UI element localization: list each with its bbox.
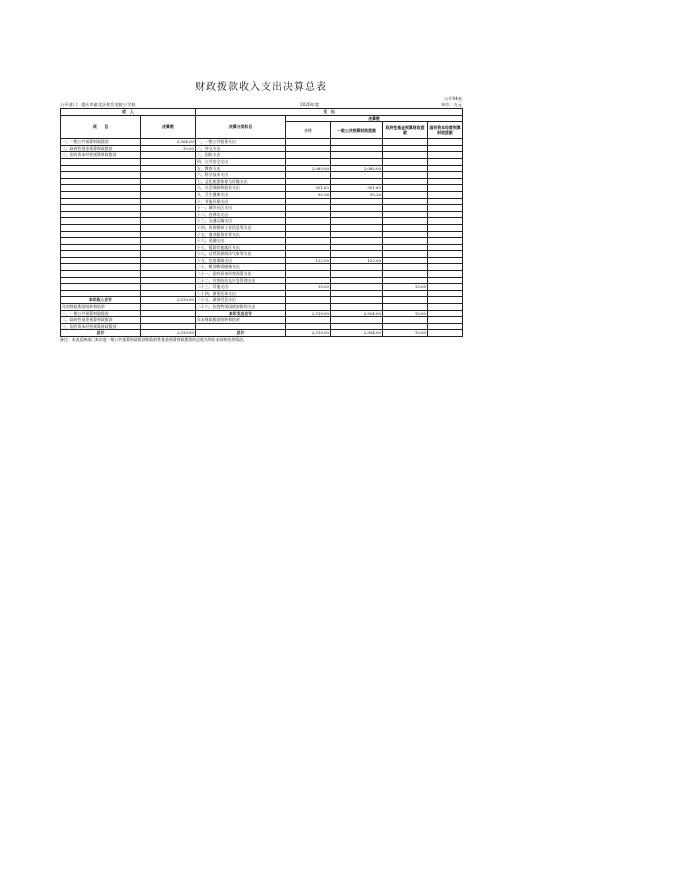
general-budget-cell — [331, 277, 383, 284]
year-label: 2020年度 — [300, 102, 320, 107]
income-item-cell — [61, 224, 141, 231]
subtotal-cell — [286, 304, 331, 311]
table-row — [61, 257, 463, 264]
state-capital-cell — [428, 205, 463, 212]
gov-fund-cell — [383, 257, 428, 264]
table-row — [61, 198, 463, 205]
expense-item-cell: 二十四、债务还本支出 — [196, 290, 286, 297]
income-amount-cell — [141, 304, 196, 311]
income-amount-cell — [141, 178, 196, 185]
income-amount-cell: 2,519.00 — [141, 297, 196, 304]
general-budget-cell — [331, 211, 383, 218]
allocations-header: 决算数 — [286, 115, 463, 122]
income-item-cell — [61, 251, 141, 258]
expense-item-cell: 十五、商业服务业等支出 — [196, 231, 286, 238]
state-capital-cell — [428, 277, 463, 284]
table-row — [61, 317, 463, 324]
subtotal-cell — [286, 317, 331, 324]
subtotal-cell — [286, 158, 331, 165]
subtotal-cell — [286, 152, 331, 159]
income-item-cell — [61, 277, 141, 284]
state-capital-cell — [428, 257, 463, 264]
header-row-1 — [61, 109, 463, 116]
expense-item-cell: 总计 — [196, 330, 286, 337]
subtotal-cell — [286, 139, 331, 146]
income-item-cell — [61, 165, 141, 172]
table-row — [61, 218, 463, 225]
form-code: 公开04表 — [444, 96, 462, 101]
income-item-cell: 三、国有资本经营预算财政拨款 — [61, 323, 141, 330]
general-budget-cell — [331, 264, 383, 271]
income-item-cell — [61, 231, 141, 238]
income-item-cell: 三、国有资本经营预算财政拨款 — [61, 152, 141, 159]
expense-item-cell: 十七、援助其他地区支出 — [196, 244, 286, 251]
gov-fund-cell — [383, 185, 428, 192]
table-row — [61, 158, 463, 165]
state-capital-cell — [428, 310, 463, 317]
subtotal-cell — [286, 238, 331, 245]
table-row — [61, 297, 463, 304]
income-amount-cell — [141, 185, 196, 192]
expense-item-cell: 二十六、抗疫特别国债安排的支出 — [196, 304, 286, 311]
expense-item-cell: 六、科学技术支出 — [196, 172, 286, 179]
expense-item-cell: 四、公共安全支出 — [196, 158, 286, 165]
gov-fund-header: 政府性基金预算财政拨款 — [383, 122, 428, 139]
gov-fund-cell — [383, 231, 428, 238]
gov-fund-cell — [383, 323, 428, 330]
general-budget-cell — [331, 251, 383, 258]
gov-fund-cell — [383, 271, 428, 278]
income-amount-cell — [141, 231, 196, 238]
gov-fund-cell: 15.00 — [383, 310, 428, 317]
subtotal-cell: 2,519.00 — [286, 310, 331, 317]
income-amount-cell — [141, 257, 196, 264]
table-row — [61, 238, 463, 245]
income-amount-cell — [141, 152, 196, 159]
general-budget-cell — [331, 205, 383, 212]
gov-fund-cell — [383, 198, 428, 205]
gov-fund-cell — [383, 165, 428, 172]
gov-fund-cell — [383, 277, 428, 284]
department-label: 公开部门：重庆市渝北区梓会龙陵小学校 — [60, 102, 136, 107]
general-budget-cell — [331, 231, 383, 238]
item-header: 项 目 — [61, 115, 141, 139]
gov-fund-cell — [383, 218, 428, 225]
general-budget-cell — [331, 139, 383, 146]
income-amount-cell — [141, 172, 196, 179]
general-budget-cell: 95.26 — [331, 191, 383, 198]
income-amount-cell — [141, 244, 196, 251]
meta-row — [60, 102, 462, 108]
state-capital-cell — [428, 218, 463, 225]
general-budget-cell: 122.00 — [331, 257, 383, 264]
table-row — [61, 290, 463, 297]
general-budget-cell: 301.63 — [331, 185, 383, 192]
income-item-cell — [61, 205, 141, 212]
income-amount-cell — [141, 205, 196, 212]
general-budget-cell — [331, 244, 383, 251]
state-capital-cell — [428, 178, 463, 185]
subtotal-cell: 122.00 — [286, 257, 331, 264]
income-amount-cell — [141, 224, 196, 231]
table-row — [61, 185, 463, 192]
subtotal-cell — [286, 145, 331, 152]
general-budget-cell — [331, 238, 383, 245]
income-item-cell — [61, 284, 141, 291]
table-row — [61, 224, 463, 231]
income-amount-cell — [141, 284, 196, 291]
subtotal-cell — [286, 323, 331, 330]
table-row — [61, 244, 463, 251]
income-item-cell — [61, 257, 141, 264]
report-page — [60, 78, 462, 343]
income-item-cell: 二、政府性基金预算财政拨款 — [61, 317, 141, 324]
gov-fund-cell — [383, 224, 428, 231]
general-budget-cell — [331, 172, 383, 179]
gov-fund-cell — [383, 317, 428, 324]
expense-item-cell: 一、一般公共服务支出 — [196, 139, 286, 146]
income-item-cell: 二、政府性基金预算财政拨款 — [61, 145, 141, 152]
income-amount-cell: 2,504.00 — [141, 139, 196, 146]
income-amount-cell — [141, 158, 196, 165]
gov-fund-cell — [383, 152, 428, 159]
expense-item-cell — [196, 323, 286, 330]
func-class-header: 决算分类科目 — [196, 115, 286, 139]
subtotal-cell — [286, 172, 331, 179]
subtotal-cell — [286, 297, 331, 304]
income-item-cell — [61, 172, 141, 179]
table-row — [61, 330, 463, 337]
general-budget-cell — [331, 198, 383, 205]
expense-item-cell: 二、外交支出 — [196, 145, 286, 152]
expense-item-cell: 九、卫生健康支出 — [196, 191, 286, 198]
table-row — [61, 191, 463, 198]
expense-item-cell: 十六、金融支出 — [196, 238, 286, 245]
income-amount-cell — [141, 271, 196, 278]
general-budget-cell — [331, 323, 383, 330]
report-title: 财政拨款收入支出决算总表 — [195, 82, 327, 93]
income-item-cell — [61, 244, 141, 251]
state-capital-cell — [428, 264, 463, 271]
income-amount-cell — [141, 218, 196, 225]
income-item-cell: 年初财政拨款结转和结余 — [61, 304, 141, 311]
expense-header: 支 出 — [196, 109, 463, 116]
state-capital-cell — [428, 211, 463, 218]
header-row-2 — [61, 115, 463, 122]
table-row — [61, 323, 463, 330]
gov-fund-cell — [383, 178, 428, 185]
state-capital-cell — [428, 145, 463, 152]
income-item-cell — [61, 158, 141, 165]
general-budget-cell — [331, 145, 383, 152]
subtotal-cell — [286, 218, 331, 225]
state-capital-cell — [428, 317, 463, 324]
state-capital-cell — [428, 330, 463, 337]
income-amount-cell — [141, 238, 196, 245]
expense-item-cell: 二十一、国有资本经营预算支出 — [196, 271, 286, 278]
state-capital-cell — [428, 185, 463, 192]
income-item-cell: 一、一般公共预算财政拨款 — [61, 139, 141, 146]
income-amount-cell: 2,519.00 — [141, 330, 196, 337]
state-capital-cell — [428, 224, 463, 231]
table-row — [61, 231, 463, 238]
gov-fund-cell — [383, 304, 428, 311]
general-budget-header: 一般公共预算财政拨款 — [331, 122, 383, 139]
gov-fund-cell — [383, 244, 428, 251]
table-row — [61, 251, 463, 258]
state-capital-cell — [428, 172, 463, 179]
subtotal-cell — [286, 290, 331, 297]
state-capital-cell — [428, 139, 463, 146]
general-budget-cell: 2,504.00 — [331, 330, 383, 337]
income-item-cell: 一、一般公共预算财政拨款 — [61, 310, 141, 317]
income-item-cell — [61, 191, 141, 198]
general-budget-cell — [331, 290, 383, 297]
gov-fund-cell — [383, 297, 428, 304]
general-budget-cell — [331, 152, 383, 159]
expense-item-cell: 十一、城乡社区支出 — [196, 205, 286, 212]
state-capital-cell — [428, 231, 463, 238]
subtotal-cell — [286, 251, 331, 258]
general-budget-cell — [331, 304, 383, 311]
gov-fund-cell — [383, 139, 428, 146]
income-item-cell — [61, 238, 141, 245]
expense-item-cell: 二十五、债务付息支出 — [196, 297, 286, 304]
subtotal-cell — [286, 211, 331, 218]
table-row — [61, 165, 463, 172]
state-capital-header: 国有资本经营预算财政拨款 — [428, 122, 463, 139]
general-budget-cell — [331, 271, 383, 278]
income-item-cell: 本年收入合计 — [61, 297, 141, 304]
state-capital-cell — [428, 290, 463, 297]
subtotal-cell: 2,519.00 — [286, 330, 331, 337]
income-amount-cell: 15.00 — [141, 145, 196, 152]
state-capital-cell — [428, 304, 463, 311]
income-item-cell — [61, 290, 141, 297]
table-row — [61, 205, 463, 212]
income-item-cell — [61, 178, 141, 185]
expense-item-cell: 十四、资源勘探工业信息等支出 — [196, 224, 286, 231]
subtotal-cell: 95.26 — [286, 191, 331, 198]
subtotal-cell — [286, 264, 331, 271]
income-amount-cell — [141, 310, 196, 317]
footnote: 备注：本表反映部门本年度一般公共预算财政拨款和政府性基金预算财政拨款的总收支和年末结转结余情况。 — [60, 337, 247, 342]
expense-item-cell: 十九、住房保障支出 — [196, 257, 286, 264]
gov-fund-cell — [383, 145, 428, 152]
table-row — [61, 284, 463, 291]
gov-fund-cell — [383, 158, 428, 165]
table-row — [61, 277, 463, 284]
gov-fund-cell — [383, 264, 428, 271]
income-amount-cell — [141, 323, 196, 330]
general-budget-cell — [331, 284, 383, 291]
expense-item-cell: 三、国防支出 — [196, 152, 286, 159]
income-item-cell — [61, 211, 141, 218]
gov-fund-cell — [383, 238, 428, 245]
income-item-cell — [61, 198, 141, 205]
income-item-cell: 总计 — [61, 330, 141, 337]
expense-item-cell: 七、文化旅游体育与传媒支出 — [196, 178, 286, 185]
expense-item-cell: 二十二、灾害防治及应急管理支出 — [196, 277, 286, 284]
income-header: 收 入 — [61, 109, 196, 116]
income-amount-cell — [141, 317, 196, 324]
state-capital-cell — [428, 238, 463, 245]
general-budget-cell — [331, 218, 383, 225]
income-amount-cell — [141, 251, 196, 258]
general-budget-cell: 2,504.00 — [331, 310, 383, 317]
state-capital-cell — [428, 244, 463, 251]
table-body — [61, 139, 463, 337]
expense-item-cell: 十三、交通运输支出 — [196, 218, 286, 225]
income-amount-cell — [141, 290, 196, 297]
gov-fund-cell — [383, 205, 428, 212]
subtotal-cell — [286, 271, 331, 278]
state-capital-cell — [428, 297, 463, 304]
subtotal-cell — [286, 277, 331, 284]
subtotal-cell — [286, 178, 331, 185]
table-row — [61, 271, 463, 278]
state-capital-cell — [428, 251, 463, 258]
general-budget-cell — [331, 317, 383, 324]
table-row — [61, 178, 463, 185]
subtotal-cell — [286, 231, 331, 238]
gov-fund-cell — [383, 290, 428, 297]
state-capital-cell — [428, 158, 463, 165]
table-row — [61, 211, 463, 218]
expense-item-cell: 五、教育支出 — [196, 165, 286, 172]
expense-item-cell: 二十、粮油物资储备支出 — [196, 264, 286, 271]
state-capital-cell — [428, 284, 463, 291]
income-item-cell — [61, 185, 141, 192]
expense-item-cell: 年末财政拨款结转和结余 — [196, 317, 286, 324]
income-amount-cell — [141, 264, 196, 271]
gov-fund-cell — [383, 251, 428, 258]
gov-fund-cell — [383, 211, 428, 218]
subtotal-cell: 15.00 — [286, 284, 331, 291]
table-row — [61, 310, 463, 317]
finance-table — [60, 108, 463, 337]
general-budget-cell — [331, 224, 383, 231]
expense-item-cell: 十、节能环保支出 — [196, 198, 286, 205]
final-amount-header: 决算数 — [141, 115, 196, 139]
table-row — [61, 145, 463, 152]
state-capital-cell — [428, 271, 463, 278]
unit-label: 单位：万元 — [441, 102, 462, 107]
state-capital-cell — [428, 191, 463, 198]
gov-fund-cell — [383, 191, 428, 198]
income-amount-cell — [141, 165, 196, 172]
gov-fund-cell: 15.00 — [383, 330, 428, 337]
income-item-cell — [61, 218, 141, 225]
table-row — [61, 172, 463, 179]
income-item-cell — [61, 264, 141, 271]
expense-item-cell: 十二、农林水支出 — [196, 211, 286, 218]
gov-fund-cell: 15.00 — [383, 284, 428, 291]
subtotal-cell — [286, 198, 331, 205]
income-amount-cell — [141, 211, 196, 218]
table-row — [61, 304, 463, 311]
general-budget-cell: 2,085.00 — [331, 165, 383, 172]
table-row — [61, 139, 463, 146]
subtotal-cell: 2,085.00 — [286, 165, 331, 172]
expense-item-cell: 八、社会保障和就业支出 — [196, 185, 286, 192]
expense-item-cell: 本年支出合计 — [196, 310, 286, 317]
expense-item-cell: 二十三、其他支出 — [196, 284, 286, 291]
subtotal-cell: 301.63 — [286, 185, 331, 192]
general-budget-cell — [331, 158, 383, 165]
state-capital-cell — [428, 165, 463, 172]
income-amount-cell — [141, 277, 196, 284]
subtotal-header: 小计 — [286, 122, 331, 139]
income-item-cell — [61, 271, 141, 278]
income-amount-cell — [141, 191, 196, 198]
state-capital-cell — [428, 323, 463, 330]
general-budget-cell — [331, 178, 383, 185]
subtotal-cell — [286, 224, 331, 231]
gov-fund-cell — [383, 172, 428, 179]
subtotal-cell — [286, 244, 331, 251]
table-row — [61, 264, 463, 271]
income-amount-cell — [141, 198, 196, 205]
general-budget-cell — [331, 297, 383, 304]
table-row — [61, 152, 463, 159]
state-capital-cell — [428, 152, 463, 159]
expense-item-cell: 十八、自然资源海洋气象等支出 — [196, 251, 286, 258]
subtotal-cell — [286, 205, 331, 212]
state-capital-cell — [428, 198, 463, 205]
